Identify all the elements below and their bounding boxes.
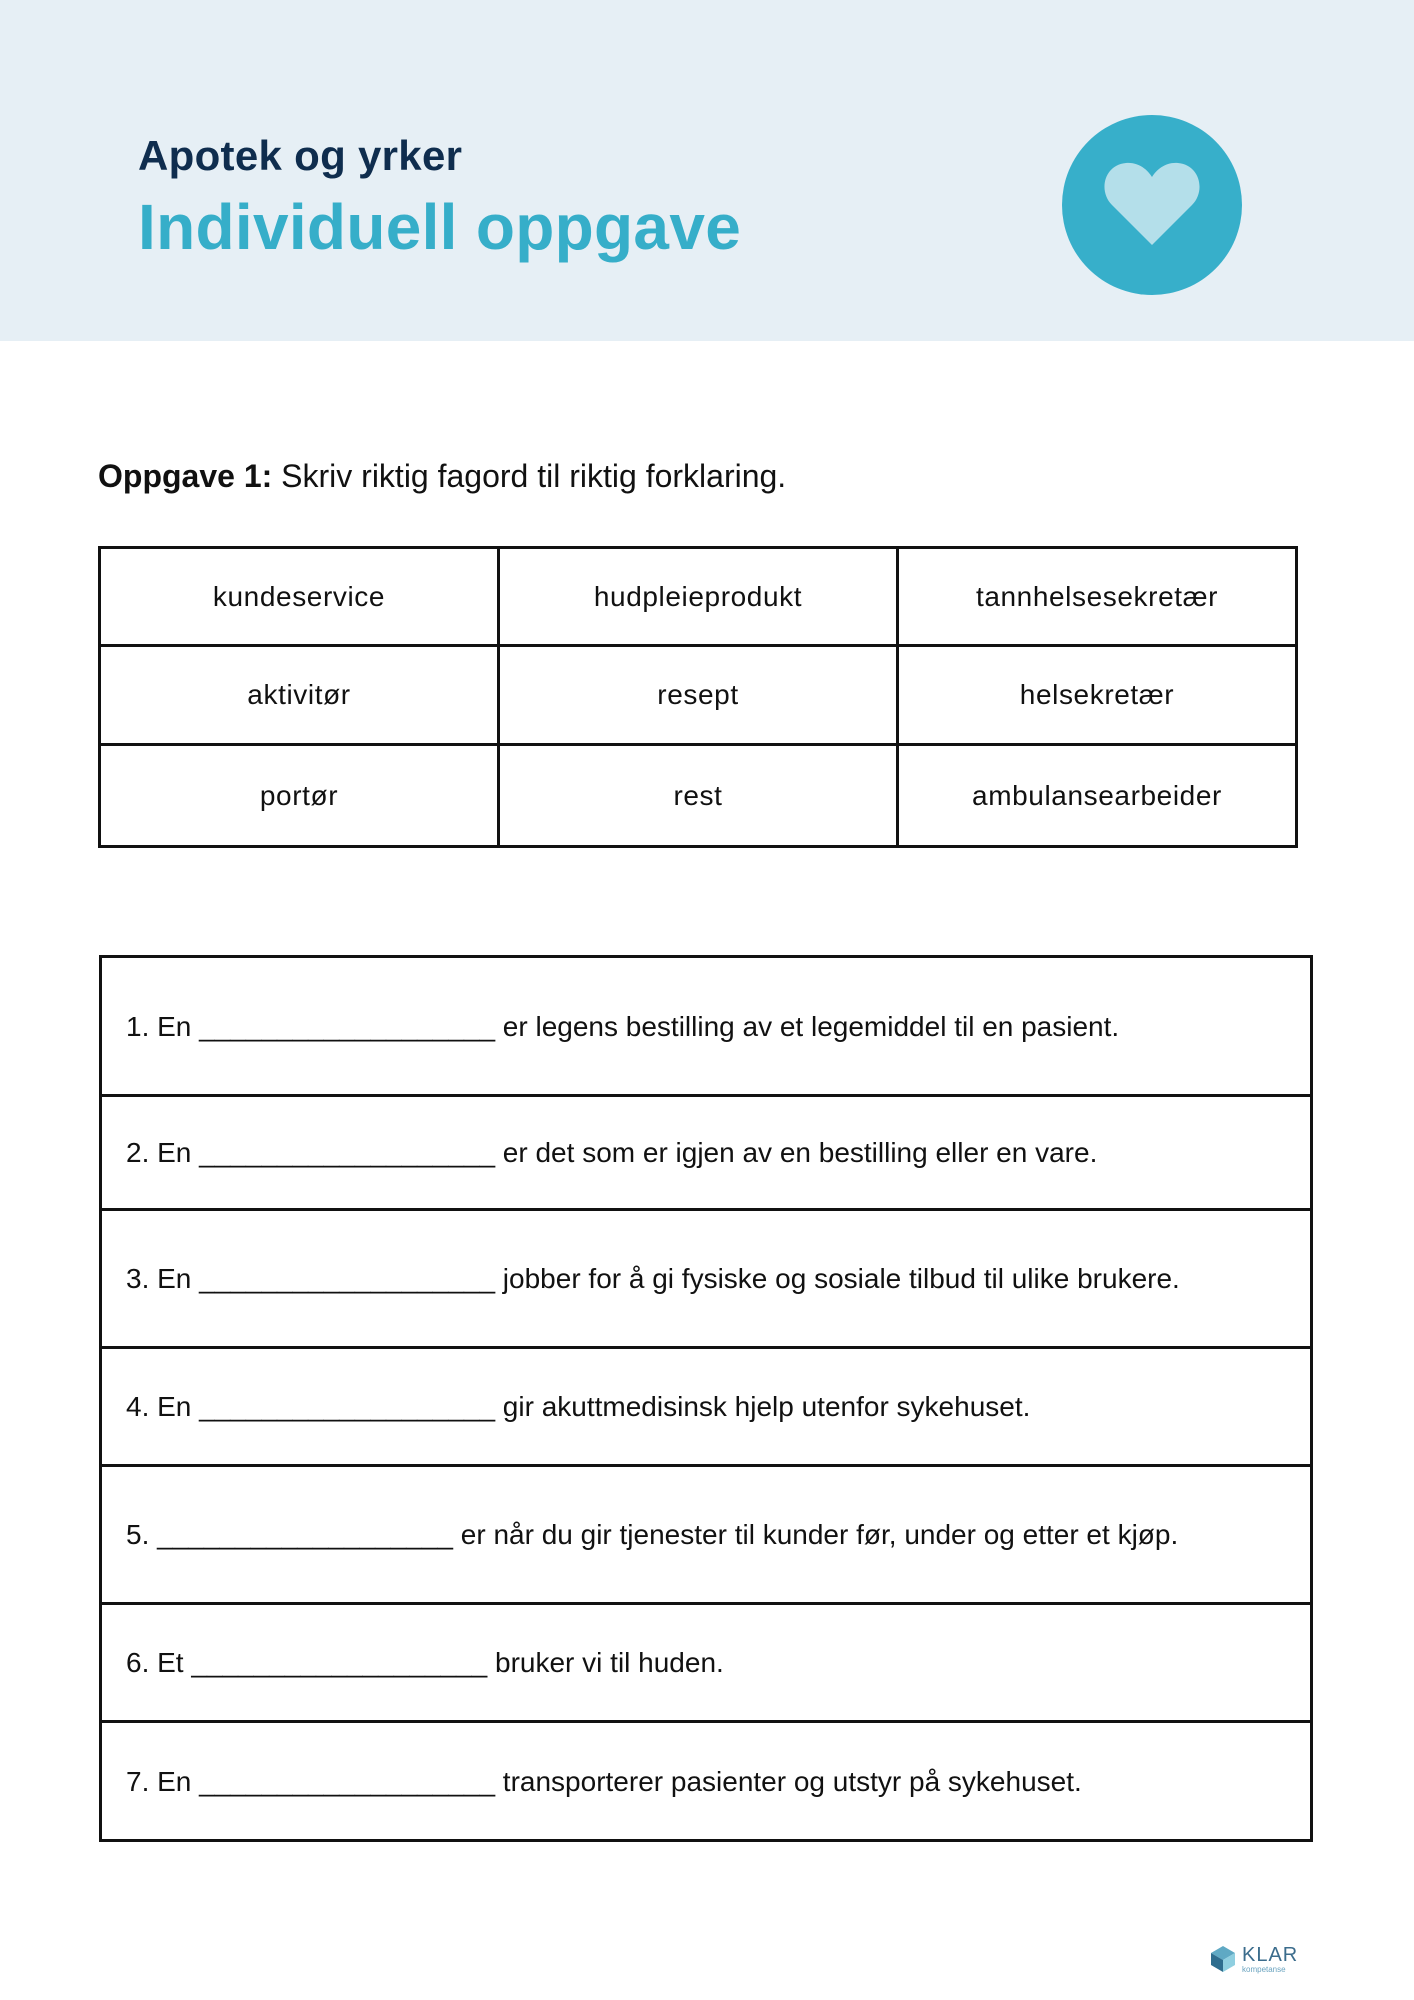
klar-logo [1208,1944,1298,1974]
klar-cube-icon [1208,1944,1238,1974]
task-instruction [98,458,786,495]
sentence-item [102,1723,1310,1839]
word-bank-cell: aktivitør [100,646,499,745]
logo-sub: kompetanse [1242,1964,1286,1974]
subject-title: Apotek og yrker [138,132,463,179]
word-bank-cell: hudpleieprodukt [499,548,898,646]
word-bank-cell: resept [499,646,898,745]
word-bank-cell: portør [100,745,499,847]
sentence-item [102,958,1310,1097]
task-text: Skriv riktig fagord til riktig forklaring. [272,458,787,494]
sentence-item [102,1097,1310,1211]
heart-icon [1102,159,1202,249]
sentence-text: 1. En ___________________ er legens bestilling av et legemiddel til en pasient. [126,1010,1120,1042]
word-bank-cell: ambulansearbeider [898,745,1297,847]
sentence-item [102,1211,1310,1349]
sentence-list [99,955,1313,1842]
word-bank-row [100,548,1297,646]
page-title: Individuell oppgave [138,191,742,263]
sentence-item [102,1467,1310,1605]
sentence-item [102,1349,1310,1467]
word-bank-cell: kundeservice [100,548,499,646]
word-bank-cell: tannhelsesekretær [898,548,1297,646]
header-band [0,0,1414,341]
sentence-text: 5. ___________________ er når du gir tjenester til kunder før, under og etter et kjøp. [126,1519,1179,1550]
sentence-text: 2. En ___________________ er det som er igjen av en bestilling eller en vare. [126,1137,1098,1168]
logo-name: KLAR [1242,1943,1299,1966]
sentence-text: 7. En ___________________ transporterer pasienter og utstyr på sykehuset. [126,1765,1082,1797]
sentence-text: 4. En ___________________ gir akuttmedisinsk hjelp utenfor sykehuset. [126,1391,1031,1422]
word-bank-row [100,745,1297,847]
word-bank-table [98,546,1298,848]
sentence-text: 6. Et ___________________ bruker vi til huden. [126,1647,724,1678]
word-bank-cell: helsekretær [898,646,1297,745]
sentence-text: 3. En ___________________ jobber for å gi fysiske og sosiale tilbud til ulike brukere. [126,1263,1180,1294]
heart-badge [1062,115,1242,295]
task-label: Oppgave 1: [98,458,273,494]
sentence-item [102,1605,1310,1723]
word-bank-row [100,646,1297,745]
word-bank-cell: rest [499,745,898,847]
